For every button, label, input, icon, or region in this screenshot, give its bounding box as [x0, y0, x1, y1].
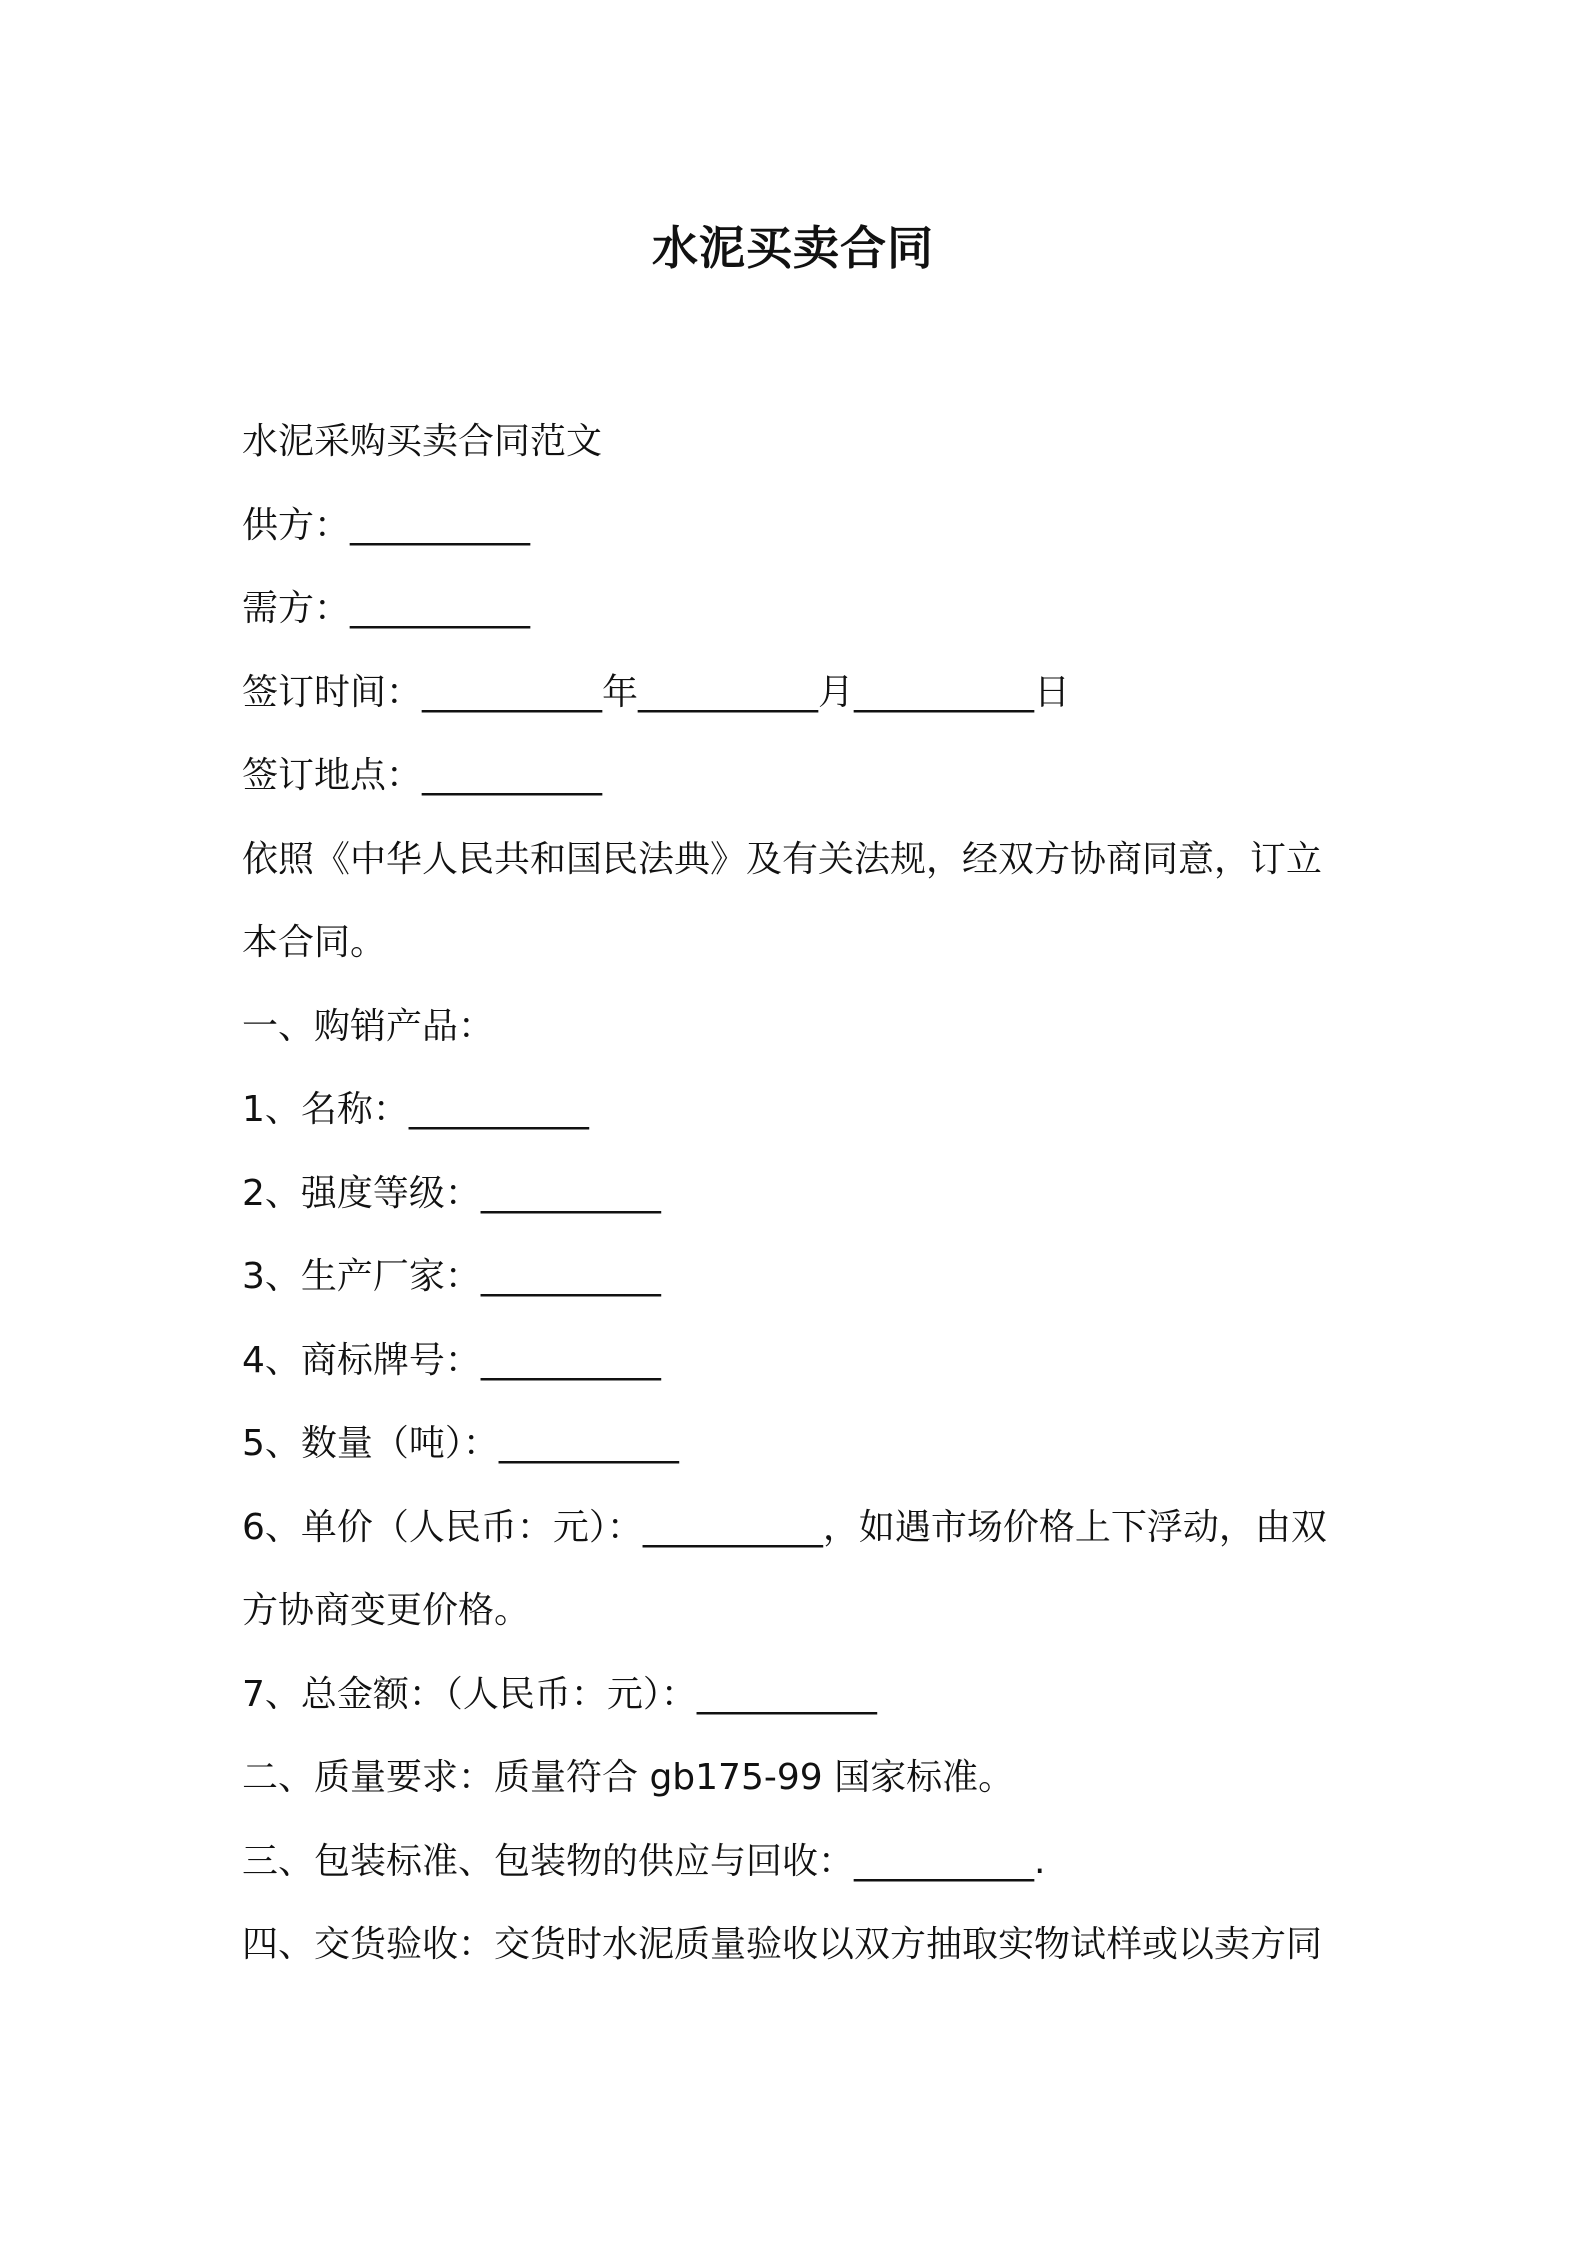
signing-date-line: 签订时间：__________年__________月__________日 — [242, 671, 1071, 713]
preamble-line: 依照《中华人民共和国民法典》及有关法规，经双方协商同意，订立 — [242, 838, 1323, 880]
clause-line: 5、数量（吨）：__________ — [242, 1423, 679, 1464]
clause-line: 2、强度等级：__________ — [242, 1172, 661, 1214]
clause-line: 3、生产厂家：__________ — [242, 1256, 661, 1297]
buyer-line: 需方：__________ — [242, 588, 531, 629]
signing-place-line: 签订地点：__________ — [242, 755, 603, 796]
preamble-line: 本合同。 — [242, 922, 387, 963]
clause-line: 1、名称：__________ — [242, 1089, 589, 1130]
section-line: 二、质量要求：质量符合 gb175-99 国家标准。 — [242, 1757, 1015, 1798]
document-body — [242, 400, 1372, 1987]
clause-line: 6、单价（人民币：元）：__________，如遇市场价格上下浮动，由双 — [242, 1506, 1327, 1548]
supplier-line: 供方：__________ — [242, 504, 531, 546]
subtitle-line: 水泥采购买卖合同范文 — [242, 421, 603, 462]
clause-line: 方协商变更价格。 — [242, 1590, 531, 1631]
section-line: 三、包装标准、包装物的供应与回收：__________. — [242, 1840, 1046, 1882]
clause-line: 7、总金额：（人民币：元）：__________ — [242, 1673, 877, 1715]
section-heading: 一、购销产品： — [242, 1005, 495, 1047]
document-title: 水泥买卖合同 — [652, 221, 934, 275]
section-line: 四、交货验收：交货时水泥质量验收以双方抽取实物试样或以卖方同 — [242, 1924, 1323, 1965]
clause-line: 4、商标牌号：__________ — [242, 1339, 661, 1381]
